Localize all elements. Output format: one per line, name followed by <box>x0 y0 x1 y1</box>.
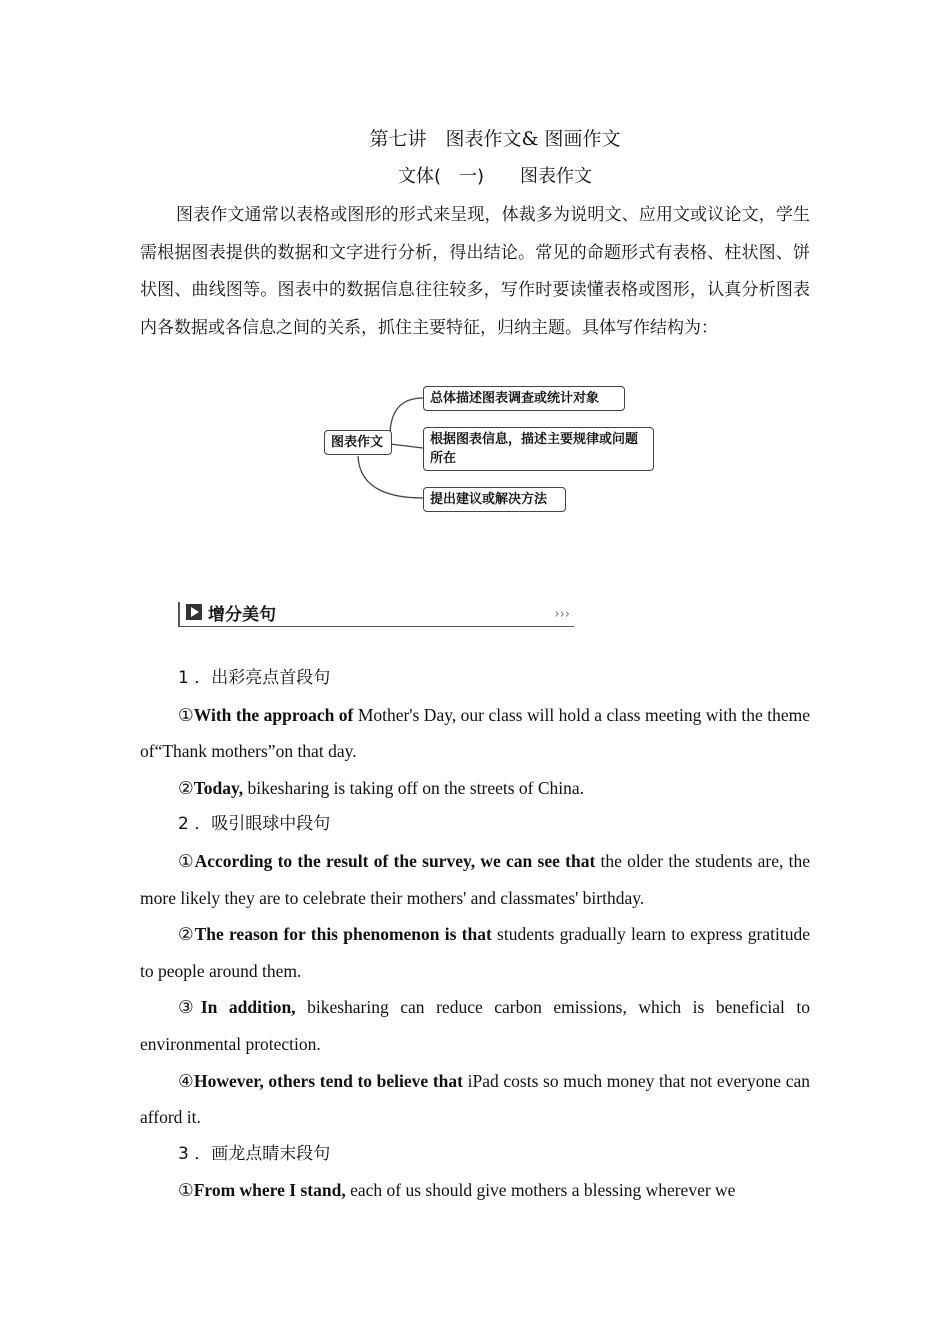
group-heading: 3 ．画龙点睛末段句 <box>178 1143 331 1164</box>
diagram-branch-1: 总体描述图表调查或统计对象 <box>423 386 625 411</box>
structure-diagram <box>320 378 660 518</box>
item-text: students gradually learn to express gratitude to people around them. <box>140 924 810 981</box>
intro-paragraph: 图表作文通常以表格或图形的形式来呈现，体裁多为说明文、应用文或议论文，学生需根据图表提供的数据和文字进行分析，得出结论。常见的命题形式有表格、柱状图、饼状图、曲线图等。图表中的数据信息往往较多，写作时要读懂表格或图形，认真分析图表内各数据或各信息之间的关系，抓住主要特征，归纳主题。具体写作结构为： <box>140 205 810 338</box>
list-item <box>140 1172 810 1209</box>
item-key-phrase: Today, <box>193 777 244 798</box>
list-item <box>140 916 810 989</box>
list-item <box>140 843 810 916</box>
item-text: the older the students are, the more likely they are to celebrate their mothers' and classmates' birthday. <box>140 850 810 908</box>
item-text: iPad costs so much money that not everyone can afford it. <box>140 1070 810 1128</box>
section-header <box>178 602 574 627</box>
item-marker: ① <box>178 850 195 871</box>
item-key-phrase: In addition, <box>200 997 296 1018</box>
item-key-phrase: With the approach of <box>193 704 354 725</box>
item-text: each of us should give mothers a blessing wherever we <box>345 1180 736 1201</box>
item-key-phrase: The reason for this phenomenon is that <box>194 924 492 945</box>
item-marker: ① <box>178 704 194 725</box>
item-key-phrase: However, others tend to believe that <box>193 1070 463 1091</box>
lecture-title: 第七讲 图表作文& 图画作文 <box>369 128 621 150</box>
list-item <box>140 770 810 807</box>
group-heading: 1 ．出彩亮点首段句 <box>178 668 331 688</box>
diagram-branch-3: 提出建议或解决方法 <box>423 487 566 512</box>
item-marker: ① <box>178 1180 194 1201</box>
connector-top <box>390 398 423 436</box>
list-item <box>140 697 810 770</box>
item-key-phrase: According to the result of the survey, we can see that <box>194 850 596 871</box>
item-marker: ③ <box>178 997 201 1018</box>
diagram-root-node: 图表作文 <box>324 430 392 455</box>
item-text: bikesharing is taking off on the streets of China. <box>243 777 585 798</box>
item-marker: ④ <box>178 1070 194 1091</box>
list-item <box>140 989 810 1062</box>
connector-bottom <box>358 456 423 498</box>
section-subtitle: 文体( 一) 图表作文 <box>397 166 593 187</box>
item-marker: ② <box>178 924 195 945</box>
list-item <box>140 1063 810 1136</box>
chevrons-icon: ››› <box>554 607 570 622</box>
item-key-phrase: From where I stand, <box>193 1180 346 1201</box>
item-marker: ② <box>178 777 194 798</box>
connector-middle <box>390 444 423 448</box>
diagram-branch-2: 根据图表信息，描述主要规律或问题所在 <box>423 427 654 471</box>
play-icon <box>186 604 202 620</box>
section-title: 增分美句 <box>208 605 276 625</box>
item-text: Mother's Day, our class will hold a class meeting with the theme of“Thank mothers”on that day. <box>140 704 810 762</box>
item-text: bikesharing can reduce carbon emissions, which is beneficial to environmental protection. <box>140 997 810 1054</box>
sentence-list <box>140 660 810 1209</box>
group-heading: 2 ．吸引眼球中段句 <box>178 814 331 835</box>
